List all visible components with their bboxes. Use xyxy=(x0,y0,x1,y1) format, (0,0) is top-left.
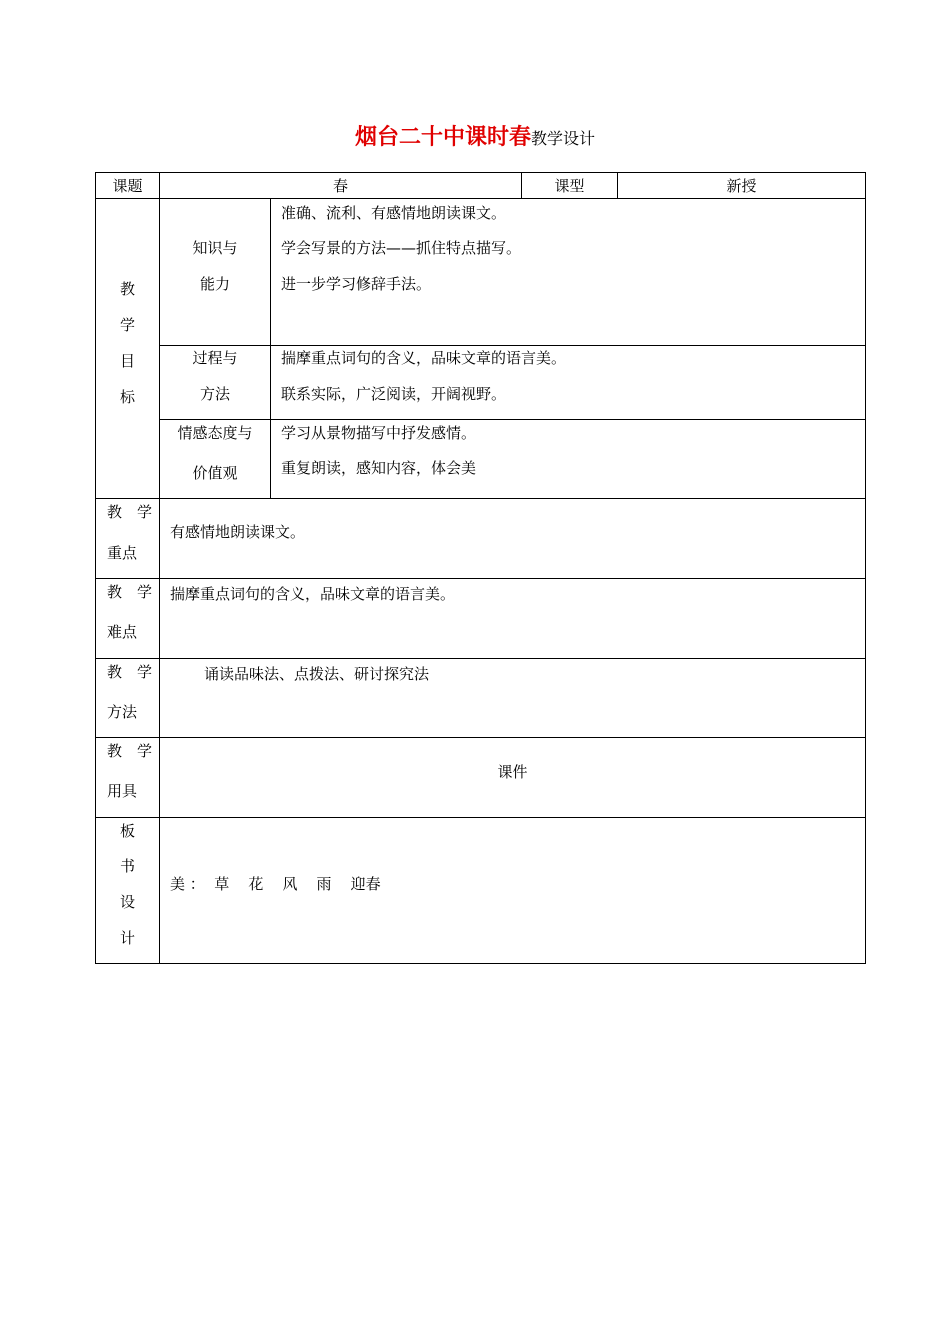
table-border-right xyxy=(865,172,866,964)
knowledge-item-1: 准确、流利、有感情地朗读课文。 xyxy=(281,204,507,222)
difficulty-label-1: 教 学 xyxy=(107,583,153,601)
knowledge-item-3: 进一步学习修辞手法。 xyxy=(281,275,432,293)
tools-label-2: 用具 xyxy=(107,782,138,800)
table-line xyxy=(95,578,865,579)
process-item-2: 联系实际，广泛阅读，开阔视野。 xyxy=(281,385,507,403)
goals-label-3: 目 xyxy=(119,352,135,370)
difficulty-text: 揣摩重点词句的含义，品味文章的语言美。 xyxy=(170,585,456,603)
knowledge-label-2: 能力 xyxy=(199,275,230,293)
method-text: 诵读品味法、点拨法、研讨探究法 xyxy=(204,665,430,683)
table-border-top xyxy=(95,172,865,173)
focus-label-2: 重点 xyxy=(107,544,138,562)
process-item-1: 揣摩重点词句的含义，品味文章的语言美。 xyxy=(281,349,567,367)
emotion-label-2: 价值观 xyxy=(192,464,238,482)
label-lesson-type: 课型 xyxy=(554,177,585,195)
board-label-1: 板 xyxy=(119,822,135,840)
table-line xyxy=(95,737,865,738)
table-border-bottom xyxy=(95,963,866,964)
title-main: 烟台二十中课时春 xyxy=(354,125,531,150)
table-line xyxy=(95,658,865,659)
table-line xyxy=(95,198,865,199)
table-line xyxy=(270,198,271,499)
board-label-3: 设 xyxy=(119,893,135,911)
emotion-label-1: 情感态度与 xyxy=(177,424,253,442)
topic-value: 春 xyxy=(332,177,348,195)
table-line xyxy=(95,498,865,499)
emotion-item-2: 重复朗读，感知内容，体会美 xyxy=(281,459,477,477)
table-line xyxy=(159,419,865,420)
goals-label-2: 学 xyxy=(119,316,135,334)
method-label-1: 教 学 xyxy=(107,663,153,681)
title-suffix: 教学设计 xyxy=(531,129,596,148)
table-line xyxy=(95,817,865,818)
knowledge-item-2: 学会写景的方法——抓住特点描写。 xyxy=(281,239,522,257)
board-label-2: 书 xyxy=(119,857,135,875)
board-text: 美 ： 草 花 风 雨 迎春 xyxy=(170,875,381,893)
focus-label-1: 教 学 xyxy=(107,503,153,521)
emotion-item-1: 学习从景物描写中抒发感情。 xyxy=(281,424,477,442)
process-label-1: 过程与 xyxy=(192,349,238,367)
label-topic: 课题 xyxy=(112,177,143,195)
goals-label-1: 教 xyxy=(119,280,135,298)
table-line xyxy=(159,345,865,346)
tools-text: 课件 xyxy=(497,763,528,781)
tools-label-1: 教 学 xyxy=(107,742,153,760)
lesson-type-value: 新授 xyxy=(726,177,757,195)
board-label-4: 计 xyxy=(119,929,135,947)
process-label-2: 方法 xyxy=(199,385,230,403)
focus-text: 有感情地朗读课文。 xyxy=(170,523,306,541)
method-label-2: 方法 xyxy=(107,703,138,721)
goals-label-4: 标 xyxy=(119,388,135,406)
difficulty-label-2: 难点 xyxy=(107,623,138,641)
knowledge-label-1: 知识与 xyxy=(192,239,238,257)
